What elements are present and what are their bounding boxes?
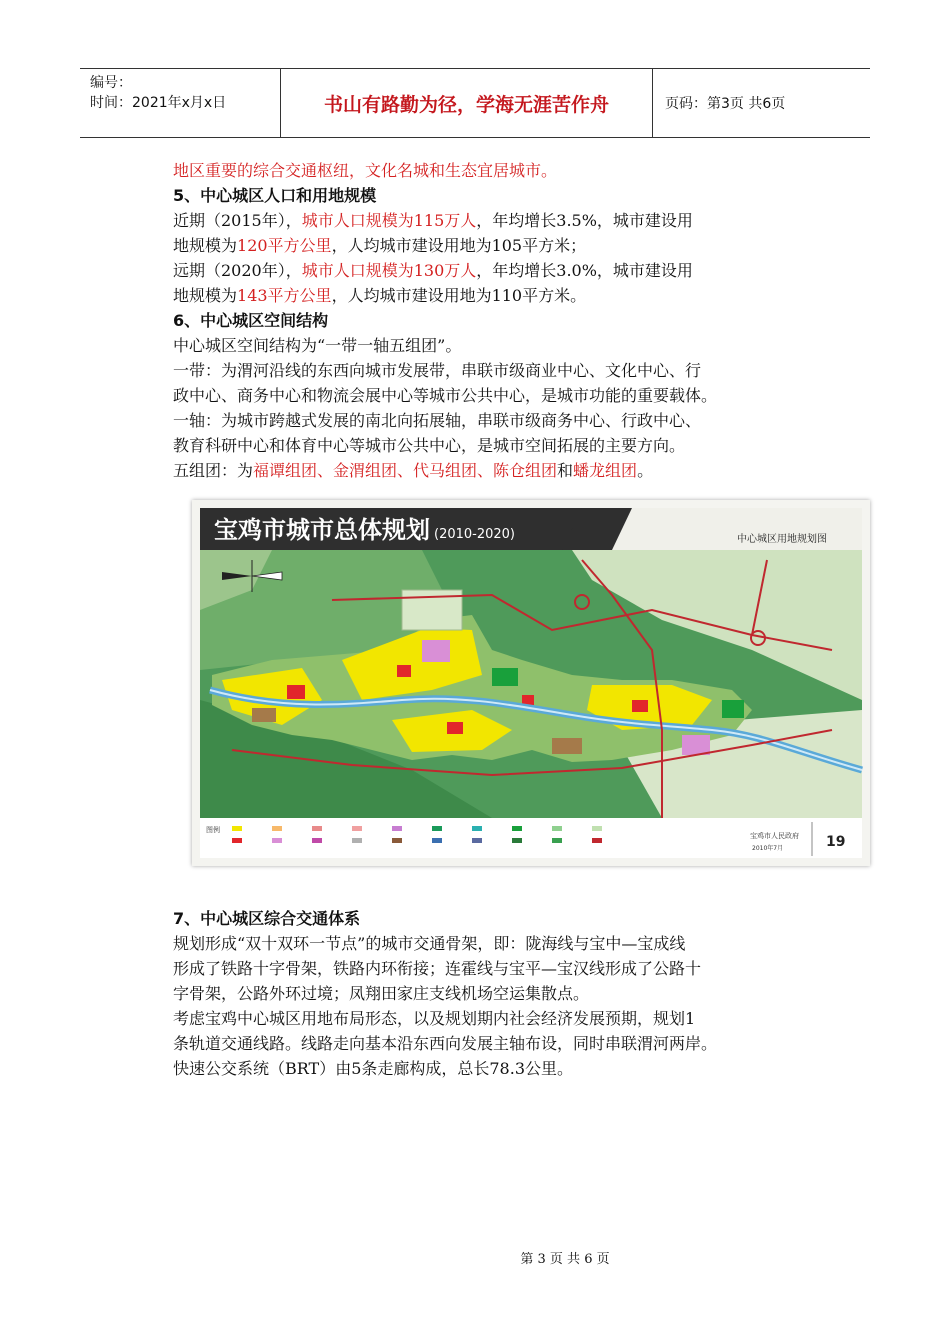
- long-term-line-1: [173, 258, 813, 283]
- highlight: 蟠龙组团: [573, 461, 638, 480]
- section-6-heading: 6、中心城区空间结构: [173, 311, 329, 330]
- map-subtitle: 中心城区用地规划图: [737, 534, 827, 545]
- traffic-line-6: 快速公交系统（BRT）由5条走廊构成，总长78.3公里。: [173, 1059, 574, 1078]
- text: ，人均城市建设用地为105平方米；: [331, 236, 587, 255]
- map-page-number: 19: [826, 834, 846, 850]
- map-title: 宝鸡市城市总体规划: [214, 516, 430, 544]
- traffic-line-3: 字骨架，公路外环过境；凤翔田家庄支线机场空运集散点。: [173, 984, 590, 1003]
- traffic-line-4: 考虑宝鸡中心城区用地布局形态，以及规划期内社会经济发展预期，规划1: [173, 1009, 696, 1028]
- header-motto: 书山有路勤为径，学海无涯苦作舟: [281, 69, 653, 137]
- traffic-line-5: 条轨道交通线路。线路走向基本沿东西向发展主轴布设，同时串联渭河两岸。: [173, 1034, 718, 1053]
- map-issuer: 宝鸡市人民政府: [750, 832, 799, 840]
- near-term-line-1: [173, 208, 813, 233]
- header-page-info: 页码：第3页 共6页: [665, 96, 786, 112]
- structure-line-4: 一轴：为城市跨越式发展的南北向拓展轴，串联市级商务中心、行政中心、: [173, 411, 702, 430]
- traffic-line-2: 形成了铁路十字骨架，铁路内环衔接；连霍线与宝平—宝汉线形成了公路十: [173, 959, 702, 978]
- intro-line: 地区重要的综合交通枢纽，文化名城和生态宜居城市。: [173, 161, 558, 180]
- structure-line-2: 一带：为渭河沿线的东西向城市发展带，串联市级商业中心、文化中心、行: [173, 361, 702, 380]
- map-date: 2010年7月: [752, 845, 784, 852]
- industrial-block-2: [552, 738, 582, 754]
- document-body-bottom: [173, 906, 833, 1081]
- park-block-2: [722, 700, 744, 718]
- structure-line-6: [173, 458, 813, 483]
- highlight: 城市人口规模为130万人: [301, 261, 477, 280]
- text: ，年均增长3.0%，城市建设用: [476, 261, 693, 280]
- commercial-block-3: [447, 722, 463, 734]
- section-5-heading: 5、中心城区人口和用地规模: [173, 186, 377, 205]
- long-term-line-2: [173, 283, 813, 308]
- highlight: 福谭组团、金渭组团、代马组团、陈仓组团: [253, 461, 558, 480]
- park-block-1: [492, 668, 518, 686]
- text: ，人均城市建设用地为110平方米。: [331, 286, 587, 305]
- text: 五组团：为: [173, 461, 254, 480]
- structure-line-5: 教育科研中心和体育中心等城市公共中心，是城市空间拓展的主要方向。: [173, 436, 686, 455]
- commercial-block-5: [522, 695, 534, 705]
- planning-map: [192, 500, 870, 866]
- text: 地规模为: [173, 286, 238, 305]
- highlight: 城市人口规模为115万人: [301, 211, 477, 230]
- page-footer: [0, 1248, 950, 1267]
- planning-map-figure: [192, 500, 870, 866]
- text: 。: [637, 461, 654, 480]
- industrial-block-1: [252, 708, 276, 722]
- map-years: (2010-2020): [434, 527, 516, 542]
- text: 和: [557, 461, 574, 480]
- highlight: 120平方公里: [237, 236, 332, 255]
- text: 地规模为: [173, 236, 238, 255]
- structure-line-1: 中心城区空间结构为“一带一轴五组团”。: [173, 336, 462, 355]
- text: ，年均增长3.5%，城市建设用: [476, 211, 693, 230]
- document-body-top: [173, 158, 813, 483]
- commercial-block-4: [632, 700, 648, 712]
- education-block-1: [422, 640, 450, 662]
- section-7-heading: 7、中心城区综合交通体系: [173, 909, 361, 928]
- commercial-block-1: [287, 685, 305, 699]
- highlight: 143平方公里: [237, 286, 332, 305]
- page-header: [80, 68, 870, 138]
- traffic-line-1: 规划形成“双十双环一节点”的城市交通骨架，即：陇海线与宝中—宝成线: [173, 934, 686, 953]
- structure-line-3: 政中心、商务中心和物流会展中心等城市公共中心，是城市功能的重要载体。: [173, 386, 718, 405]
- header-number: 编号：: [90, 75, 132, 91]
- near-term-line-2: [173, 233, 813, 258]
- header-meta: [80, 69, 281, 137]
- text: 远期（2020年），: [173, 261, 302, 280]
- education-block-2: [682, 735, 710, 755]
- header-date: 时间：2021年x月x日: [90, 95, 227, 111]
- text: 近期（2015年），: [173, 211, 302, 230]
- commercial-block-2: [397, 665, 411, 677]
- footer-page-number: 第 3 页 共 6 页: [520, 1252, 610, 1267]
- legend-label: 图例: [206, 826, 220, 834]
